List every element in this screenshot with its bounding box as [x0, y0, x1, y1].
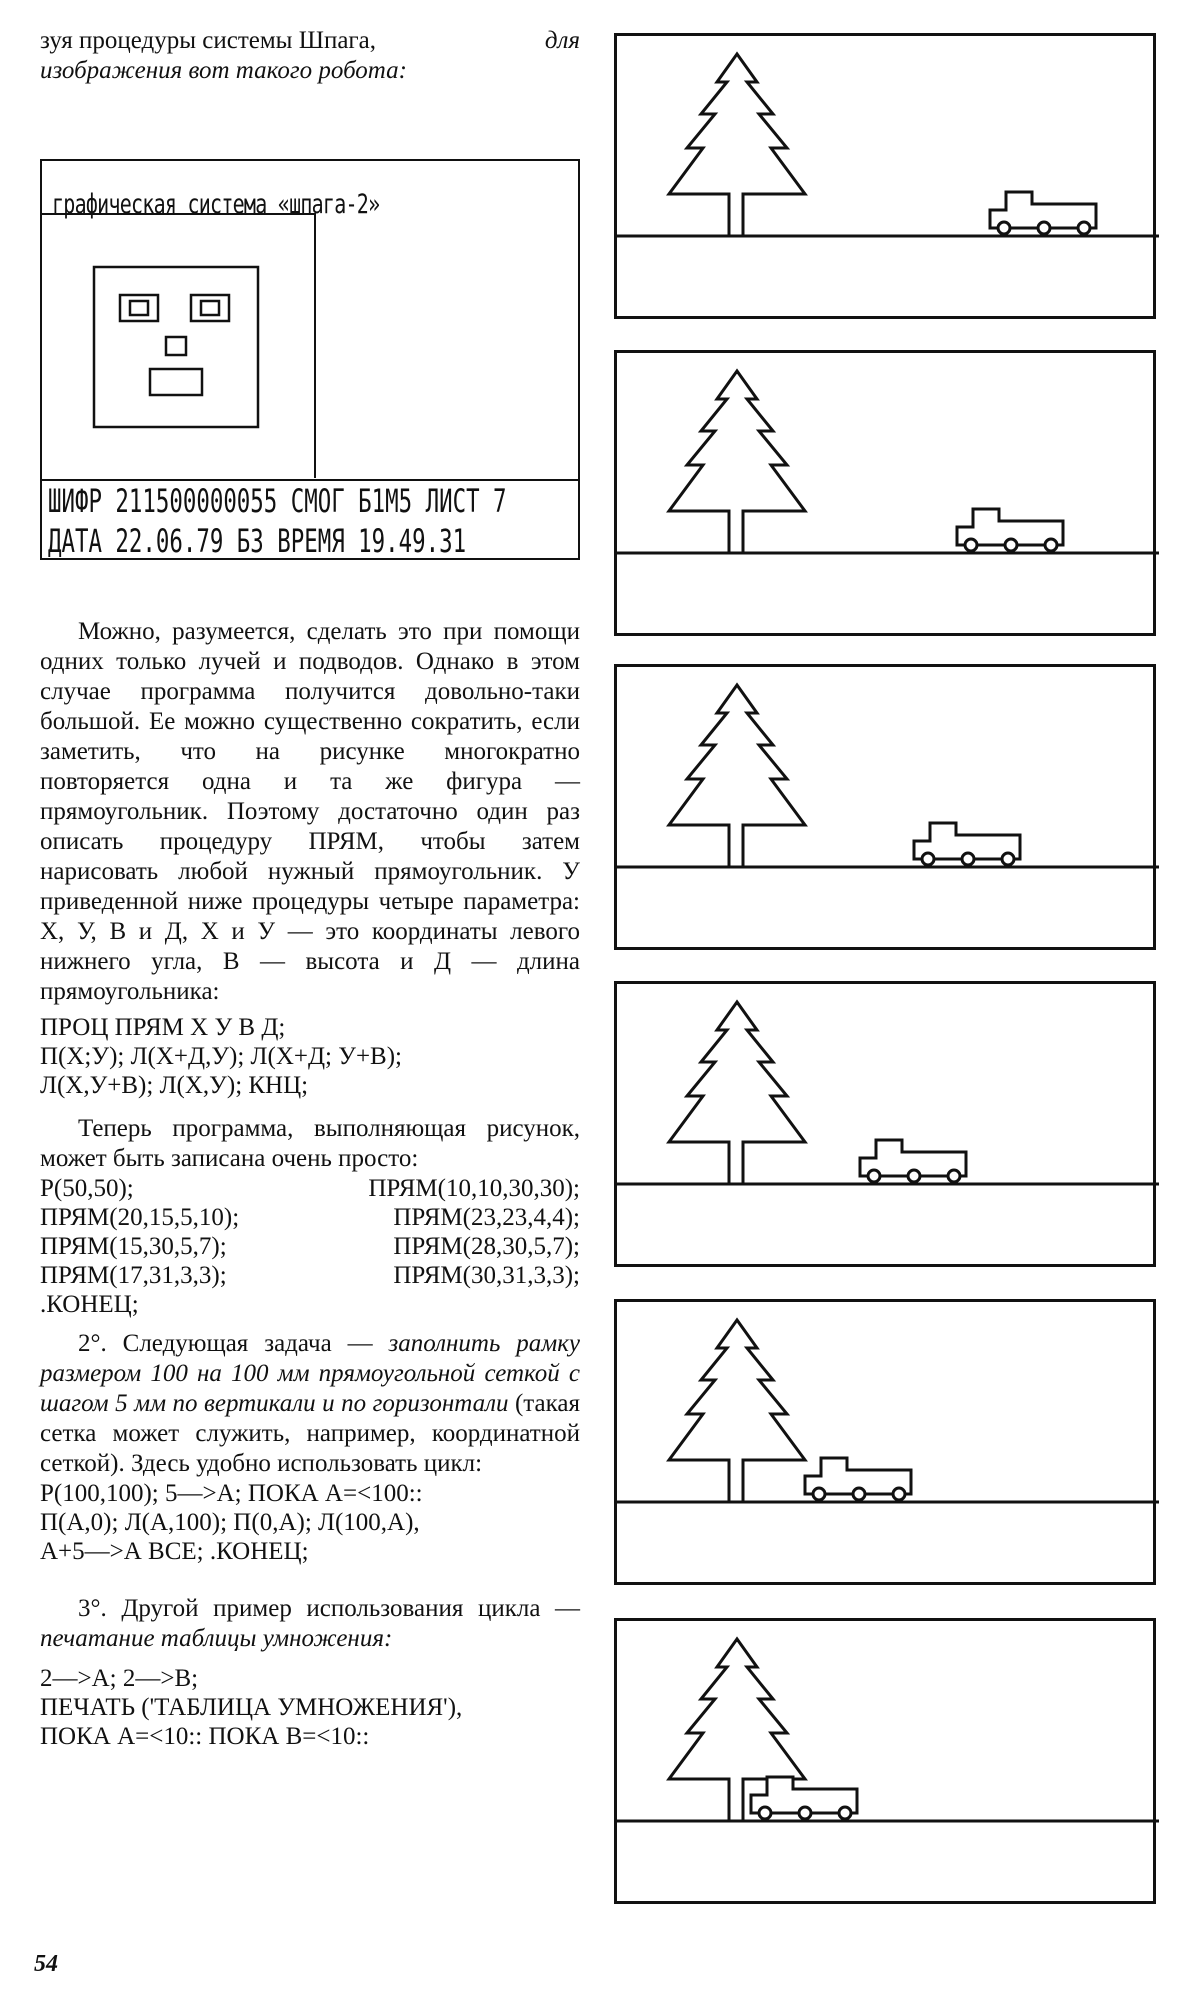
status-line-2: ДАТА 22.06.79 Б3 ВРЕМЯ 19.49.31 [48, 522, 467, 560]
paragraph-2: Теперь программа, выполняющая рисунок, может быть записана очень просто: [40, 1115, 580, 1172]
proc-code-line: ПРОЦ ПРЯМ Х У В Д; [40, 1014, 286, 1041]
program-listing [40, 1174, 580, 1319]
frame-drawing [617, 1302, 1159, 1588]
frame-drawing [617, 1621, 1159, 1907]
task-3-code: 2—>А; 2—>В; ПЕЧАТЬ ('ТАБЛИЦА УМНОЖЕНИЯ'), ПОКА А=<10:: ПОКА В=<10:: [40, 1665, 463, 1750]
truck-drawing [751, 1777, 857, 1819]
task-3-paragraph: 3°. Другой пример использования цикла — печатание таблицы умножения: [40, 1595, 580, 1652]
animation-frame [614, 981, 1156, 1267]
robot-left-eye-outer [120, 295, 158, 321]
intro-text [40, 26, 580, 86]
robot-status-bar [42, 479, 578, 562]
proc-code-line: П(Х;У); Л(Х+Д,У); Л(Х+Д; У+В); [40, 1043, 402, 1070]
robot-head [94, 267, 258, 427]
robot-face-drawing [42, 215, 314, 478]
main-text-block [40, 617, 580, 1751]
animation-frame [614, 33, 1156, 319]
frame-drawing [617, 353, 1159, 639]
truck-drawing [805, 1458, 911, 1500]
page-number: 54 [34, 1951, 58, 1977]
program-row: ПРЯМ(17,31,3,3); ПРЯМ(30,31,3,3); [40, 1262, 580, 1289]
animation-frame [614, 1618, 1156, 1904]
robot-nose [166, 337, 186, 355]
task-2-code: Р(100,100); 5—>А; ПОКА А=<100:: П(А,0); Л(А,100); П(0,А); Л(100,А), А+5—>А ВСЕ; .КОНЕЦ; [40, 1480, 423, 1565]
status-line-1: ШИФР 211500000055 СМОГ Б1М5 ЛИСТ 7 [48, 482, 507, 520]
frame-drawing [617, 36, 1159, 322]
tree-drawing [669, 1002, 805, 1184]
robot-mouth [150, 369, 202, 395]
tree-drawing [669, 54, 805, 236]
truck-drawing [914, 823, 1020, 865]
program-row: Р(50,50); ПРЯМ(10,10,30,30); [40, 1175, 580, 1202]
paragraph-1: Можно, разумеется, сделать это при помощи одних только лучей и подводов. Однако в этом случае программа получится довольно-таки большой. Ее можно существенно сократить, если заметить, что на рисунке многократно повторяется одна и та же фигура — прямоугольник. Поэтому достаточно один раз описать процедуру ПРЯМ, чтобы затем нарисовать любой нужный прямоугольник. У приведенной ниже процедуры четыре параметра: Х, У, В и Д, Х и У — это координаты левого нижнего угла, В — высота и Д — длина прямоугольника: [40, 618, 580, 1005]
robot-right-eye-outer [191, 295, 229, 321]
robot-left-eye-inner [130, 301, 148, 315]
robot-screen-title: графическая система «шпага-2» [52, 189, 380, 220]
tree-drawing [669, 1320, 805, 1502]
truck-drawing [957, 509, 1063, 551]
frame-drawing [617, 667, 1159, 953]
program-end: .КОНЕЦ; [40, 1291, 139, 1318]
animation-frame [614, 350, 1156, 636]
intro-line-2: изображения вот такого робота: [40, 57, 407, 84]
tree-drawing [669, 685, 805, 867]
program-row: ПРЯМ(15,30,5,7); ПРЯМ(28,30,5,7); [40, 1233, 580, 1260]
truck-drawing [860, 1140, 966, 1182]
tree-drawing [669, 371, 805, 553]
program-row: ПРЯМ(20,15,5,10); ПРЯМ(23,23,4,4); [40, 1204, 580, 1231]
animation-frame [614, 664, 1156, 950]
robot-screen-figure [40, 159, 580, 560]
intro-line-1: зуя процедуры системы Шпага, для [40, 27, 580, 54]
robot-drawing-area [42, 213, 316, 478]
frame-drawing [617, 984, 1159, 1270]
task-2-paragraph: 2°. Следующая задача — заполнить рамку размером 100 на 100 мм прямоугольной сеткой с шагом 5 мм по вертикали и по горизонтали (такая сетка может служить, например, координатной сеткой). Здесь удобно использовать цикл: [40, 1330, 580, 1477]
truck-drawing [990, 192, 1096, 234]
robot-right-eye-inner [201, 301, 219, 315]
proc-code [40, 1013, 580, 1100]
animation-frame [614, 1299, 1156, 1585]
proc-code-line: Л(Х,У+В); Л(Х,У); КНЦ; [40, 1072, 309, 1099]
